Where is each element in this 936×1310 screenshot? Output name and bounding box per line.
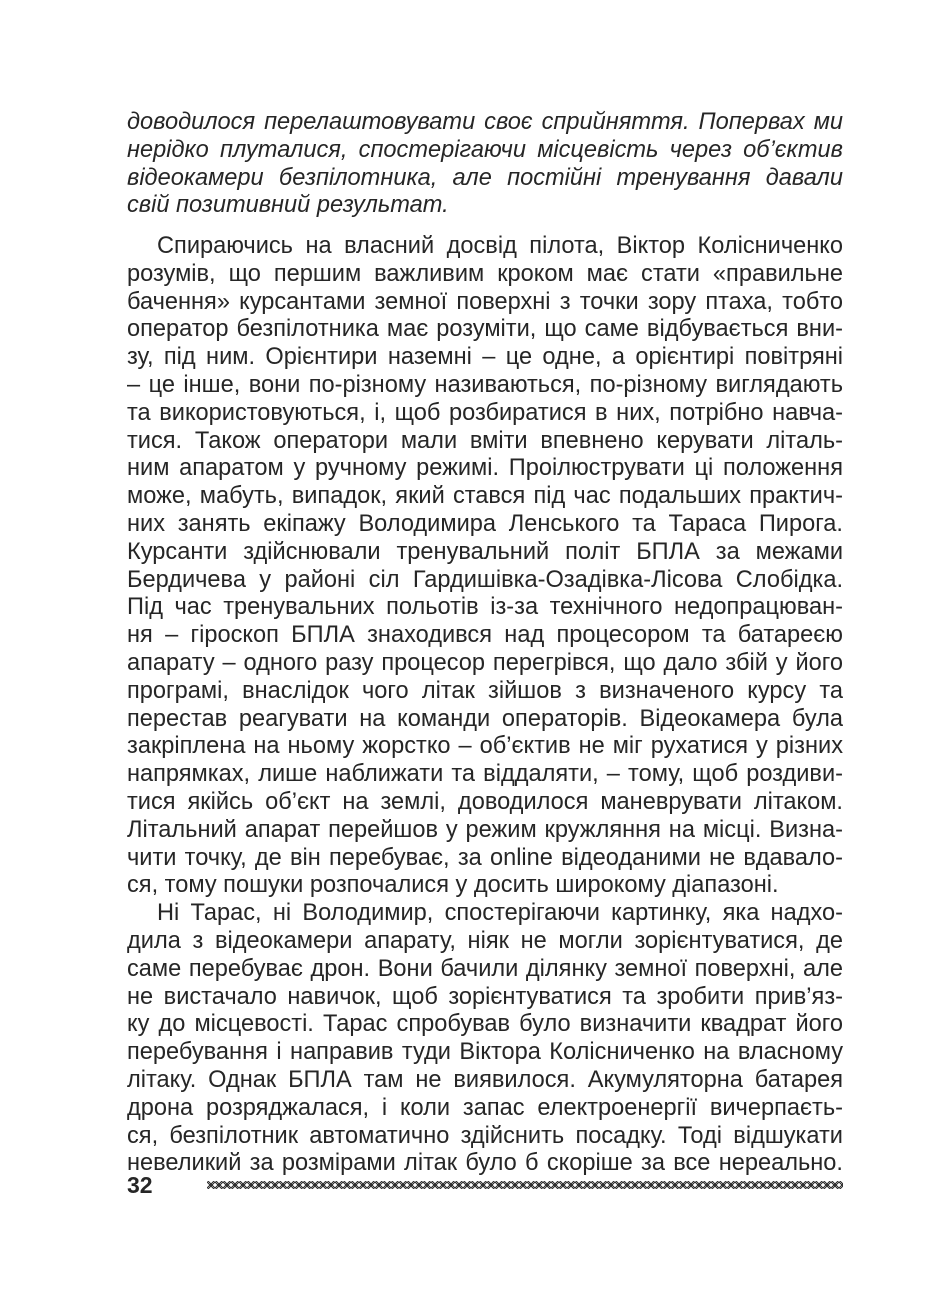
- text-line: відеокамери безпілотника, але постійні тренування давали: [127, 164, 843, 191]
- italic-paragraph: [127, 109, 843, 220]
- page-number: 32: [127, 1172, 153, 1198]
- page-footer: [127, 1171, 843, 1199]
- text-line: Курсанти здійснювали тренувальний політ БПЛА за межами: [127, 538, 843, 565]
- text-line: не вистачало навичок, щоб зорієнтуватися та зробити прив’яз-: [127, 983, 843, 1010]
- paragraph-2: [127, 900, 843, 1178]
- paragraph-1: [127, 233, 843, 900]
- text-line: ним апаратом у ручному режимі. Проілюструвати ці положення: [127, 455, 843, 482]
- text-line: перебування і направив туди Віктора Колісниченко на власному: [127, 1039, 843, 1066]
- text-line: зу, під ним. Орієнтири наземні – це одне, а орієнтирі повітряні: [127, 344, 843, 371]
- text-line: Літальний апарат перейшов у режим кружляння на місці. Визна-: [127, 816, 843, 843]
- text-line: Ні Тарас, ні Володимир, спостерігаючи картинку, яка надхо-: [157, 900, 843, 927]
- text-line: – це інше, вони по-різному називаються, по-різному виглядають: [127, 371, 843, 398]
- text-line: розумів, що першим важливим кроком має стати «правильне: [127, 260, 843, 287]
- text-line: дрона розряджалася, і коли запас електроенергії вичерпаєть-: [127, 1094, 843, 1121]
- text-line: ня – гіроскоп БПЛА знаходився над процесором та батареєю: [127, 622, 843, 649]
- text-line: нерідко плуталися, спостерігаючи місцевість через об’єктив: [127, 136, 843, 163]
- text-line: закріплена на ньому жорстко – об’єктив не міг рухатися у різних: [127, 733, 843, 760]
- text-line: ку до місцевості. Тарас спробував було визначити квадрат його: [127, 1011, 843, 1038]
- decorative-border-line: [207, 1180, 843, 1190]
- text-line: доводилося перелаштовувати своє сприйняття. Поперваx ми: [127, 109, 843, 135]
- text-line: тися. Також оператори мали вміти впевнено керувати літаль-: [127, 427, 843, 454]
- text-line: дила з відеокамери апарату, ніяк не могли зорієнтуватися, де: [127, 927, 843, 954]
- text-line: оператор безпілотника має розуміти, що саме відбувається вни-: [127, 316, 843, 343]
- text-line: напрямках, лише наближати та віддаляти, – тому, щоб роздиви-: [127, 761, 843, 788]
- text-line: може, мабуть, випадок, який стався під час подальших практич-: [127, 483, 843, 510]
- text-line: тися якійсь об’єкт на землі, доводилося маневрувати літаком.: [127, 788, 843, 815]
- text-line: та використовуються, і, щоб розбиратися в них, потрібно навча-: [127, 399, 843, 426]
- text-line: бачення» курсантами земної поверхні з точки зору птаха, тобто: [127, 288, 843, 315]
- main-text: [127, 233, 843, 1178]
- text-line: ся, безпілотник автоматично здійснить посадку. Тоді відшукати: [127, 1122, 843, 1149]
- text-line: літаку. Однак БПЛА там не виявилося. Акумуляторна батарея: [127, 1066, 843, 1093]
- text-line: перестав реагувати на команди операторів. Відеокамера була: [127, 705, 843, 732]
- text-line: свій позитивний результат.: [127, 192, 449, 219]
- text-line: Бердичева у районі сіл Гардишівка-Озадівка-Лісова Слобідка.: [127, 566, 843, 593]
- text-line: апарату – одного разу процесор перегрівся, що дало збій у його: [127, 649, 843, 676]
- text-line: Під час тренувальних польотів із-за технічного недопрацюван-: [127, 594, 843, 621]
- text-line: чити точку, де він перебуває, за online відеоданими не вдавало-: [127, 844, 843, 871]
- text-line: Спираючись на власний досвід пілота, Віктор Колісниченко: [157, 233, 843, 259]
- text-line: програмі, внаслідок чого літак зійшов з визначеного курсу та: [127, 677, 843, 704]
- text-line: ся, тому пошуки розпочалися у досить широкому діапазоні.: [127, 872, 779, 899]
- text-line: саме перебуває дрон. Вони бачили ділянку земної поверхні, але: [127, 955, 843, 982]
- text-line: них занять екіпажу Володимира Ленського та Тараса Пирога.: [127, 510, 843, 537]
- text-line: невеликий за розмірами літак було б скоріше за все нереально.: [127, 1150, 843, 1177]
